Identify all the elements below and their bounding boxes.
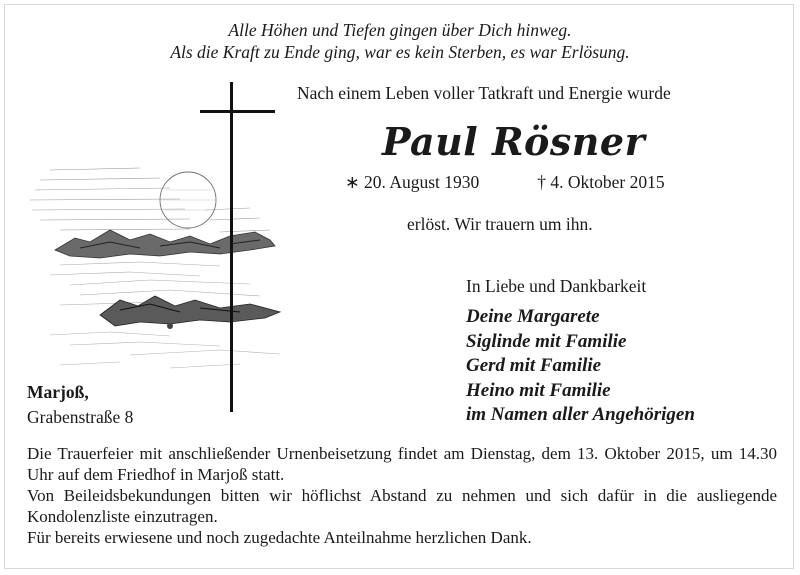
mourner: im Namen aller Angehörigen xyxy=(466,404,695,425)
mourner: Siglinde mit Familie xyxy=(466,330,627,352)
death-date: † 4. Oktober 2015 xyxy=(537,172,665,192)
signoff: In Liebe und Dankbarkeit xyxy=(466,276,647,296)
mourner: Gerd mit Familie xyxy=(466,355,602,376)
thanks-line: Für bereits erwiesene und noch zugedachte Anteilnahme herzlichen Dank. xyxy=(27,528,532,547)
motto-line-1: Alle Höhen und Tiefen gingen über Dich hinweg. xyxy=(228,20,572,40)
mourner: Heino mit Familie xyxy=(466,379,611,401)
condolence-info: Von Beileidsbekundungen bitten wir höflichst Abstand zu nehmen und sich dafür in die ausliegende Kondolenzliste einzutragen. xyxy=(27,486,777,526)
mourner: Deine Margarete xyxy=(466,306,600,327)
address-place: Marjoß, xyxy=(27,382,89,402)
address-street: Grabenstraße 8 xyxy=(27,407,134,427)
mourners-list xyxy=(466,305,695,428)
motto xyxy=(0,19,800,63)
cross-icon xyxy=(200,82,280,412)
life-dates xyxy=(345,172,665,193)
mourning-line: erlöst. Wir trauern um ihn. xyxy=(407,214,593,234)
deceased-name: Paul Rösner xyxy=(382,119,646,164)
intro-text: Nach einem Leben voller Tatkraft und Energie wurde xyxy=(297,83,671,103)
funeral-info: Die Trauerfeier mit anschließender Urnenbeisetzung findet am Dienstag, dem 13. Oktober 2015, um 14.30 Uhr auf dem Friedhof in Marjoß statt. xyxy=(27,444,777,484)
funeral-notice xyxy=(27,443,777,548)
birth-date: ∗ 20. August 1930 xyxy=(345,172,480,192)
motto-line-2: Als die Kraft zu Ende ging, war es kein Sterben, es war Erlösung. xyxy=(170,42,630,62)
